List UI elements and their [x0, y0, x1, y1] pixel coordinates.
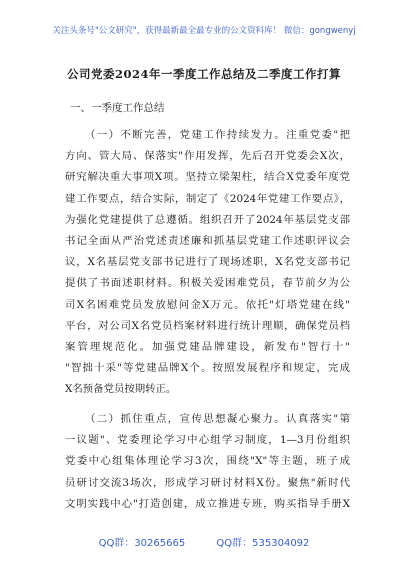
paragraph-line: X名预备党员按期转正。: [65, 383, 177, 396]
paragraph-line: 提供了书面述职材料。积极关爱困难党员，春节前夕为公: [65, 277, 350, 290]
paragraph-line: （一）不断完善，党建工作持续发力。注重党委"把: [85, 129, 350, 141]
paragraph-line: 员研讨交流3场次，形成学习研讨材料X份。聚焦"新时代: [65, 476, 350, 489]
paragraph-line: 平台，对公司X名党员档案材料进行统计理顺，确保党员档: [65, 319, 350, 332]
paragraph-line: 研究解决重大事项X项。坚持立梁架柱，结合X党委年度党: [65, 171, 350, 184]
paragraph-2: [65, 409, 350, 515]
paragraph-line: 议，X名基层党支部书记进行了现场述职，X名党支部书记: [65, 256, 350, 269]
paragraph-line: 方向、管大局、保落实"作用发挥，先后召开党委会X次，: [65, 150, 350, 163]
paragraph-line: "智拙十采"等党建品牌X个。按照发展程序和规定，完成: [65, 362, 350, 375]
paragraph-line: 一议题"、党委理论学习中心组学习制度，1—3月份组织: [65, 434, 350, 447]
header-banner: 关注头条号"公文研究"，获得最新最全最专业的公文资料库！ 微信：gongwenyj: [52, 26, 356, 36]
document-title: 公司党委2024年一季度工作总结及二季度工作打算: [66, 67, 341, 81]
footer-qq-group-1: QQ群：30265665: [98, 538, 186, 549]
section-heading: 一、一季度工作总结: [70, 102, 165, 114]
footer-qq-group-2: QQ群：535304092: [216, 538, 310, 549]
paragraph-line: 党委中心组集体理论学习3次，围绕"X"等主题，班子成: [65, 455, 350, 468]
paragraph-line: 书记全面从严治党述责述廉和抓基层党建工作述职评议会: [65, 234, 350, 247]
paragraph-line: 建工作要点，结合实际，制定了《2024年党建工作要点》，: [65, 192, 350, 205]
paragraph-line: 文明实践中心"打造创建，成立推进专班，购买指导手册X: [65, 497, 350, 510]
footer-contact: [0, 534, 408, 549]
paragraph-line: （二）抓住重点，宣传思想凝心聚力。认真落实"第: [85, 413, 350, 425]
paragraph-line: 案管理规范化。加强党建品牌建设，新发布"智行十": [65, 340, 350, 353]
paragraph-1: [65, 125, 350, 400]
paragraph-line: 为强化党建提供了总遵循。组织召开了2024年基层党支部: [65, 213, 350, 226]
paragraph-line: 司X名困难党员发放慰问金X万元。依托"灯塔党建在线": [65, 298, 350, 311]
